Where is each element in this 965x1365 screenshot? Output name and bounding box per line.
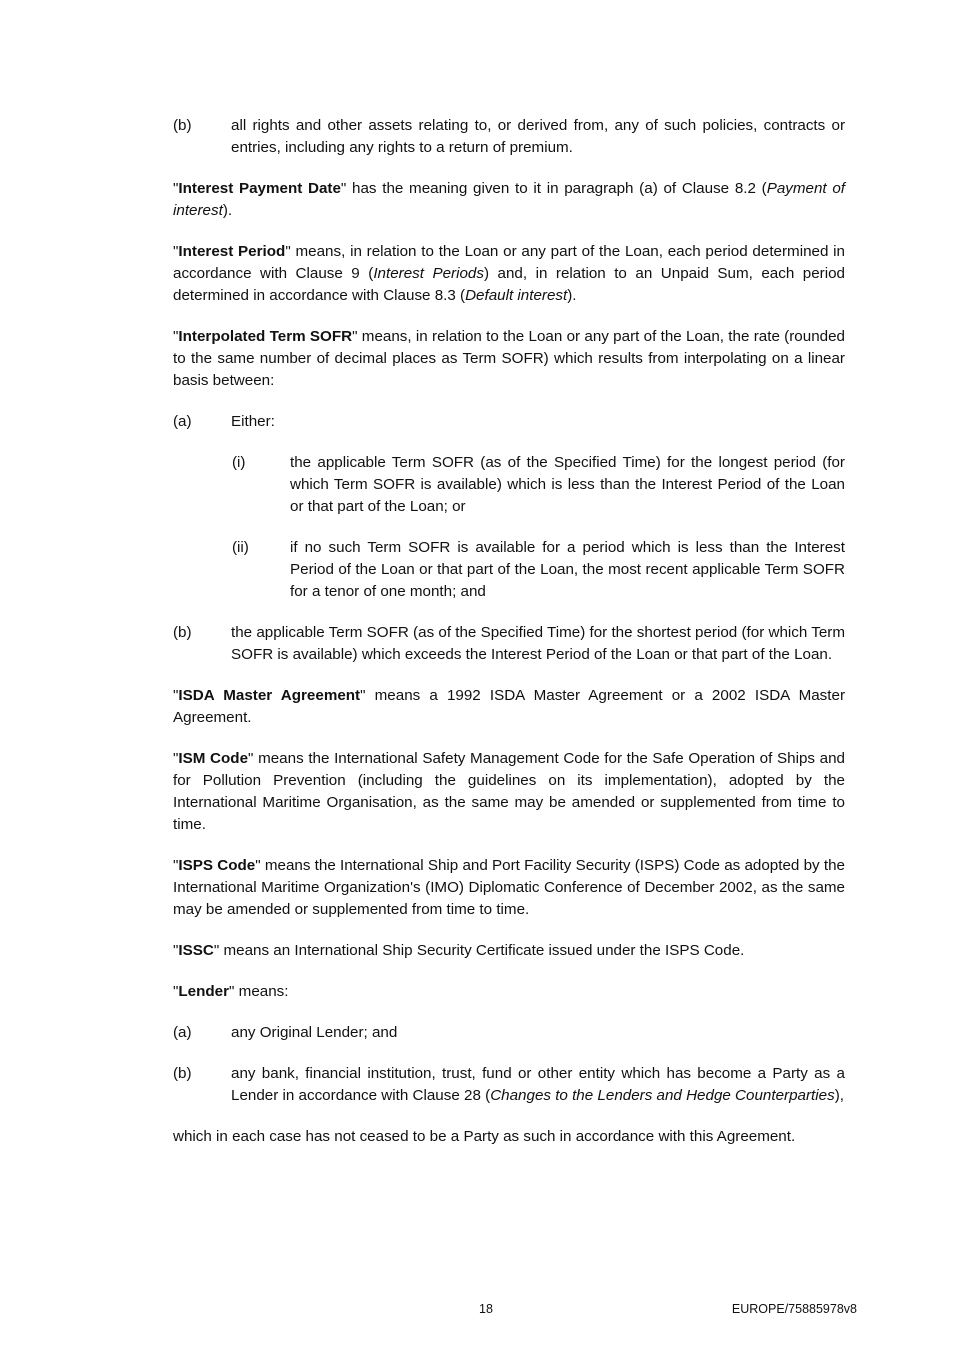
item-text: any Original Lender; and [231,1024,398,1041]
definition-ism-code: "ISM Code" means the International Safety Management Code for the Safe Operation of Ships and for Pollution Prevention (including the guidelines on its implementation), adopted by the International Maritime Organisation, as the same may be amended or supplemented from time to time. [173,750,845,833]
item-label: (b) [173,1065,192,1082]
defined-term: Interest Period [178,243,286,260]
definition-lender: "Lender" means: [173,983,289,1000]
list-item [173,411,845,433]
list-item [173,1022,845,1044]
item-label: (a) [173,413,192,430]
defined-term: Lender [178,983,230,1000]
page-number: 18 [479,1302,493,1316]
item-label: (ii) [232,539,249,556]
document-reference: EUROPE/75885978v8 [731,1302,857,1316]
item-text: the applicable Term SOFR (as of the Specified Time) for the longest period (for which Term SOFR is available) which is less than the Interest Period of the Loan or that part of the Loan; or [290,454,845,515]
list-item [173,1063,845,1107]
definition-issc: "ISSC" means an International Ship Security Certificate issued under the ISPS Code. [173,942,745,959]
definition-interest-period: "Interest Period" means, in relation to the Loan or any part of the Loan, each period determined in accordance with Clause 9 (Interest Periods) and, in relation to an Unpaid Sum, each period determined in accordance with Clause 8.3 (Default interest). [173,243,846,304]
defined-term: Interest Payment Date [178,180,341,197]
defined-term: ISDA Master Agreement [178,687,361,704]
defined-term: ISM Code [178,750,249,767]
item-label: (b) [173,624,192,641]
item-label: (a) [173,1024,192,1041]
item-label: (i) [232,454,246,471]
defined-term: ISPS Code [178,857,256,874]
sub-list-item [173,452,845,518]
defined-term: Interpolated Term SOFR [178,328,353,345]
defined-term: ISSC [178,942,214,959]
item-text: Either: [231,413,275,430]
item-text: the applicable Term SOFR (as of the Specified Time) for the shortest period (for which Term SOFR is available) which exceeds the Interest Period of the Loan or that part of the Loan. [231,624,845,663]
list-item [173,622,845,666]
item-text: any bank, financial institution, trust, fund or other entity which has become a Party as a Lender in accordance with Clause 28 (Changes to the Lenders and Hedge Counterparties), [231,1065,845,1104]
document-page [173,115,845,1167]
closing-paragraph: which in each case has not ceased to be a Party as such in accordance with this Agreement. [173,1128,796,1145]
definition-interpolated-term-sofr: "Interpolated Term SOFR" means, in relation to the Loan or any part of the Loan, the rate (rounded to the same number of decimal places as Term SOFR) which results from interpolating on a linear basis between: [173,328,845,389]
definition-isps-code: "ISPS Code" means the International Ship and Port Facility Security (ISPS) Code as adopted by the International Maritime Organization's (IMO) Diplomatic Conference of December 2002, as the same may be amended or supplemented from time to time. [173,857,845,918]
item-text: all rights and other assets relating to, or derived from, any of such policies, contracts or entries, including any rights to a return of premium. [231,117,845,156]
sub-list-item [173,537,845,603]
item-label: (b) [173,117,192,134]
definition-interest-payment-date: "Interest Payment Date" has the meaning given to it in paragraph (a) of Clause 8.2 (Payment of interest). [173,180,846,219]
item-text: if no such Term SOFR is available for a period which is less than the Interest Period of the Loan or that part of the Loan, the most recent applicable Term SOFR for a tenor of one month; and [290,539,845,600]
list-item [173,115,845,159]
definition-isda-master-agreement: "ISDA Master Agreement" means a 1992 ISDA Master Agreement or a 2002 ISDA Master Agreement. [173,687,845,726]
